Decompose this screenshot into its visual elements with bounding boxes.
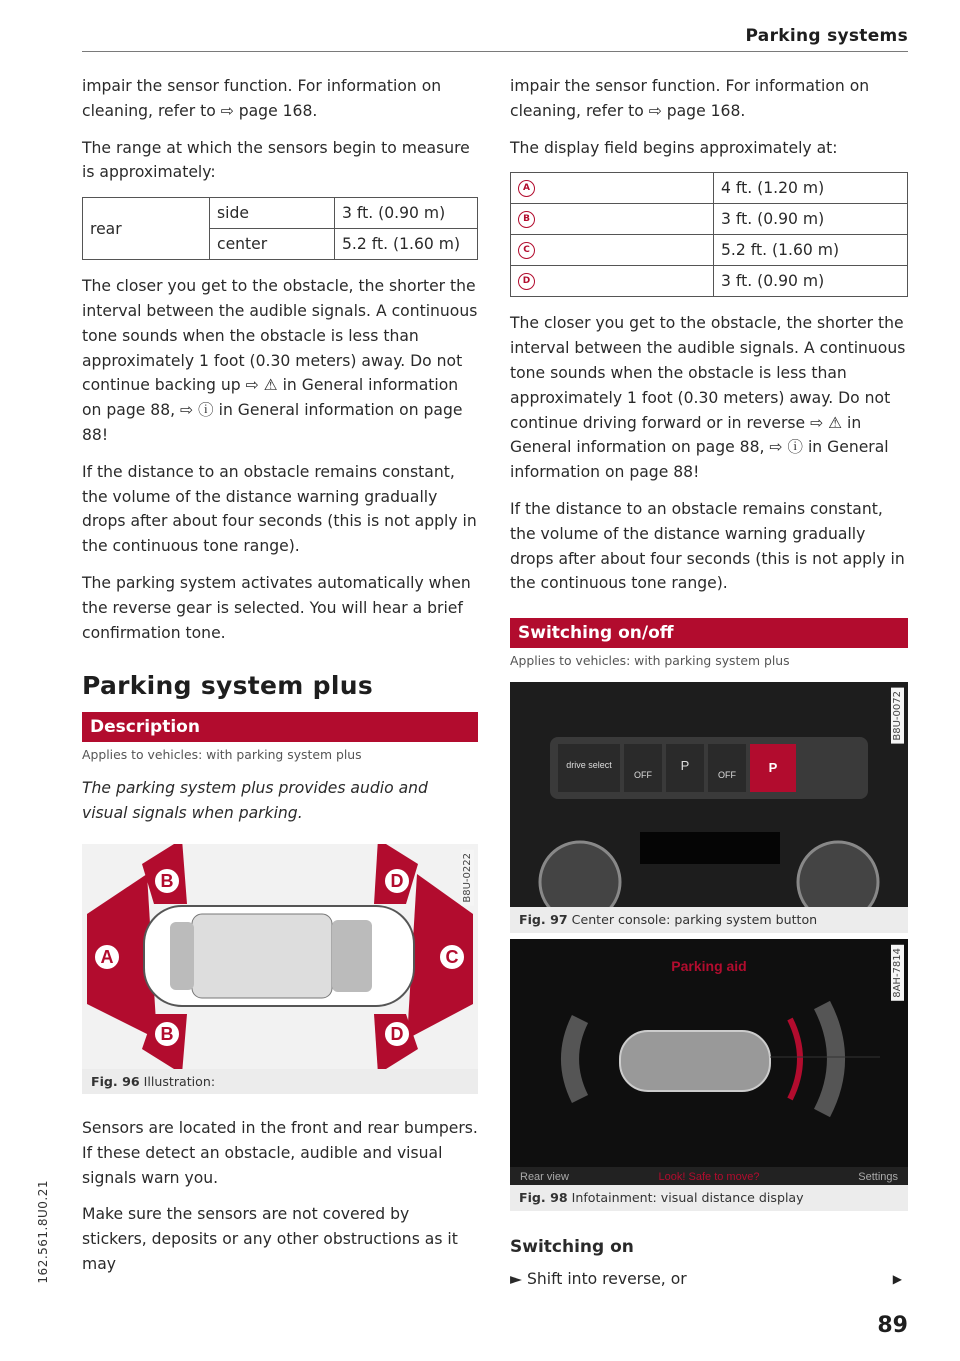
parking-button-label: P (768, 760, 778, 776)
table-row (83, 198, 478, 229)
subsection-bar-description: Description (82, 712, 478, 742)
circle-label-a: A (518, 180, 535, 197)
range-pos-cell: side (210, 198, 335, 229)
right-paragraph-4: If the distance to an obstacle remains constant, the volume of the distance warning gradually drops after about four seconds (this is not apply in the continuous tone range). (510, 499, 905, 593)
figure-caption-text: Illustration: (143, 1073, 216, 1089)
left-column (82, 74, 478, 1289)
park-assist-label: P (680, 758, 690, 774)
label-c: C (445, 946, 459, 967)
left-paragraph-5: The parking system activates automatically when the reverse gear is selected. You will hear a brief confirmation tone. (82, 573, 471, 642)
section-heading-parking-plus: Parking system plus (82, 671, 374, 701)
figure-96 (82, 844, 478, 1094)
figure-caption (82, 1069, 478, 1095)
right-column (510, 74, 908, 1304)
label-d: D (390, 1023, 404, 1044)
left-paragraph-7: Make sure the sensors are not covered by stickers, deposits or any other obstructions as it may (82, 1205, 458, 1273)
subsection-bar-switching: Switching on/off (510, 618, 908, 648)
sensor-range-table (82, 197, 478, 260)
left-paragraph-4: If the distance to an obstacle remains constant, the volume of the distance warning gradually drops after about four seconds (this is not apply in the continuous tone range). (82, 462, 477, 556)
softkey-rear-view: Rear view (520, 1171, 569, 1184)
applies-note: Applies to vehicles: with parking system plus (510, 653, 790, 669)
screen-title: Parking aid (671, 958, 747, 975)
figure-97 (510, 682, 908, 932)
header-rule (82, 51, 908, 52)
figure-number: Fig. 98 (519, 1190, 568, 1206)
page-header-title: Parking systems (745, 26, 908, 46)
car-windshield (332, 920, 372, 992)
table-row (511, 266, 908, 297)
display-dist-cell: 3 ft. (0.90 m) (714, 204, 908, 235)
right-paragraph-3: The closer you get to the obstacle, the shorter the interval between the audible signals. A continuous tone sounds when the obstacle is less than approximately 1 foot (0.30 meters) away. Do not continue driving forward or in reverse ⇨ ⚠ in General information on page 88, ⇨ ⓘ in General information on page 88! (510, 314, 906, 482)
figure-id: 8AH-7814 (891, 945, 904, 1001)
figure-caption (510, 1185, 908, 1211)
circle-label-c: C (518, 242, 535, 259)
display-dist-cell: 4 ft. (1.20 m) (714, 173, 908, 204)
display-label-cell (511, 173, 714, 204)
car-rear-window (170, 922, 194, 990)
figure-caption-text: Infotainment: visual distance display (571, 1190, 804, 1206)
drive-select-label: drive select (566, 760, 612, 771)
table-row (511, 235, 908, 266)
right-paragraph-2: The display field begins approximately at: (510, 138, 838, 157)
right-paragraph-1: impair the sensor function. For information on cleaning, refer to ⇨ page 168. (510, 77, 870, 120)
center-console-photo (510, 682, 908, 907)
page-number: 89 (877, 1313, 908, 1338)
display-dist-cell: 5.2 ft. (1.60 m) (714, 235, 908, 266)
display-label-cell (511, 266, 714, 297)
esc-off-label: OFF (634, 770, 652, 781)
lead-paragraph: The parking system plus provides audio and visual signals when parking. (82, 779, 428, 823)
softkey-warning: Look! Safe to move? (658, 1171, 760, 1184)
left-paragraph-1: impair the sensor function. For information on cleaning, refer to ⇨ page 168. (82, 77, 442, 120)
display-label-cell (511, 235, 714, 266)
display-label-cell (511, 204, 714, 235)
left-paragraph-6: Sensors are located in the front and rear bumpers. If these detect an obstacle, audible and visual signals warn you. (82, 1118, 478, 1187)
infotainment-screen (510, 939, 908, 1185)
range-group-cell: rear (83, 198, 210, 260)
figure-number: Fig. 96 (91, 1073, 140, 1089)
startstop-off-label: OFF (718, 770, 736, 781)
label-a: A (100, 946, 114, 967)
figure-caption (510, 907, 908, 933)
display-field-table (510, 172, 908, 297)
bullet-shift-reverse: ► Shift into reverse, or (510, 1270, 687, 1289)
figure-number: Fig. 97 (519, 912, 568, 928)
figure-caption-text: Center console: parking system button (571, 912, 818, 928)
circle-label-b: B (518, 211, 535, 228)
table-row (511, 204, 908, 235)
range-dist-cell: 3 ft. (0.90 m) (335, 198, 478, 229)
label-b: B (160, 870, 174, 891)
parking-illustration (82, 844, 478, 1069)
range-pos-cell: center (210, 229, 335, 260)
heading-switching-on: Switching on (510, 1237, 634, 1258)
figure-id: B8U-0072 (891, 688, 904, 744)
circle-label-d: D (518, 273, 535, 290)
car-roof (192, 914, 332, 998)
range-dist-cell: 5.2 ft. (1.60 m) (335, 229, 478, 260)
left-paragraph-2: The range at which the sensors begin to measure is approximately: (82, 138, 470, 182)
figure-98 (510, 939, 908, 1211)
label-d: D (390, 870, 404, 891)
left-paragraph-3: The closer you get to the obstacle, the shorter the interval between the audible signals. A continuous tone sounds when the obstacle is less than approximately 1 foot (0.30 meters) away. Do not continue backing up ⇨ ⚠ in General information on page 88, ⇨ ⓘ in General information on page 88! (82, 277, 478, 444)
figure-id: B8U-0222 (461, 850, 474, 906)
side-document-code: 162.561.8U0.21 (36, 1180, 50, 1284)
label-b: B (160, 1023, 174, 1044)
display-dist-cell: 3 ft. (0.90 m) (714, 266, 908, 297)
continue-arrow-icon: ▶ (892, 1272, 902, 1286)
table-row (511, 173, 908, 204)
car-icon (620, 1031, 770, 1091)
applies-note: Applies to vehicles: with parking system plus (82, 747, 362, 763)
softkey-settings: Settings (858, 1171, 898, 1184)
rear-zone-arc (570, 1019, 580, 1099)
